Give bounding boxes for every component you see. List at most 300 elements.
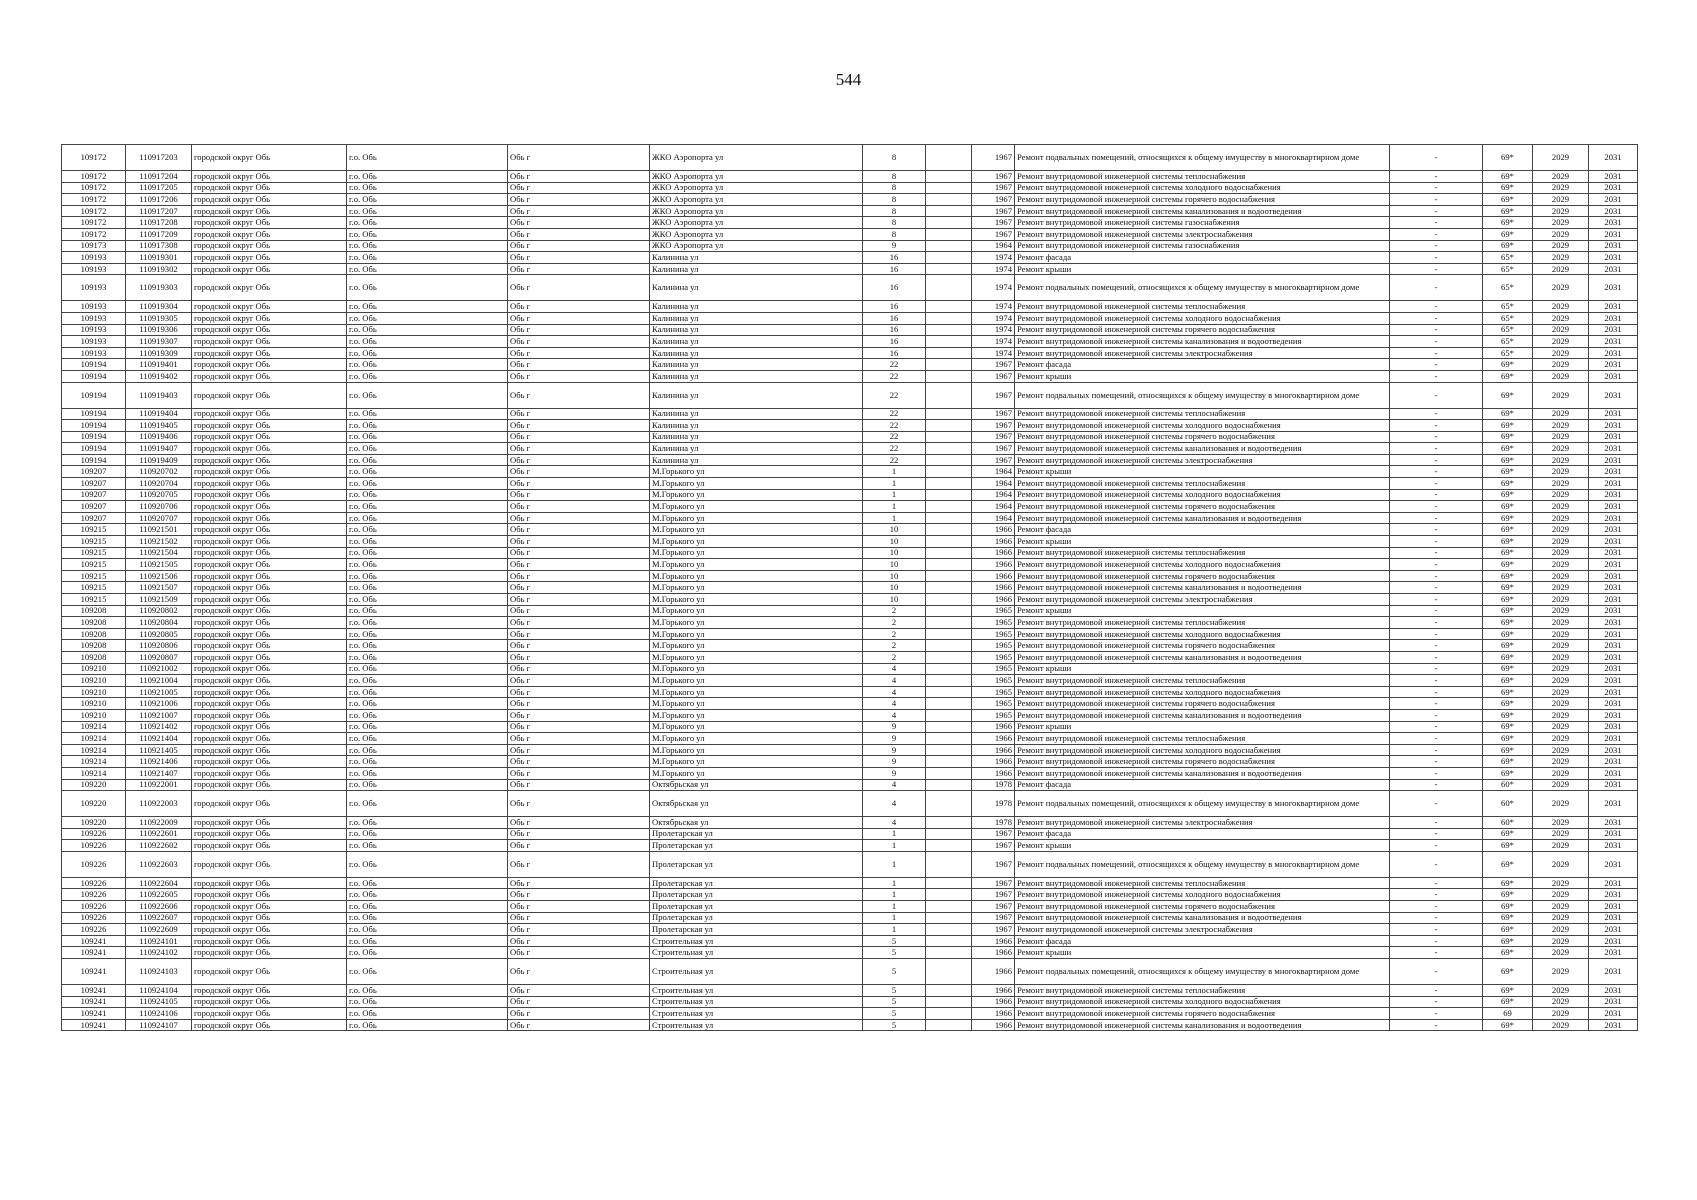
cell-locality: Обь г xyxy=(508,698,650,710)
cell-municipal-district: городской округ Обь xyxy=(192,877,347,889)
cell-work-id: 110919401 xyxy=(126,359,192,371)
cell-house-number: 1 xyxy=(863,466,926,478)
cell-end-year: 2031 xyxy=(1589,935,1638,947)
cell-work-id: 110920702 xyxy=(126,466,192,478)
cell-start-year: 2029 xyxy=(1533,431,1589,443)
cell-municipal-district: городской округ Обь xyxy=(192,1019,347,1031)
cell-street: М.Горького ул xyxy=(650,524,863,536)
cell-year-built: 1966 xyxy=(972,947,1015,959)
cell-work-type: Ремонт внутридомовой инженерной системы газоснабжения xyxy=(1015,240,1390,252)
cell-work-id: 110919301 xyxy=(126,252,192,264)
cell-municipal-district: городской округ Обь xyxy=(192,570,347,582)
cell-year-built: 1964 xyxy=(972,466,1015,478)
cell-end-year: 2031 xyxy=(1589,194,1638,206)
cell-house-id: 109215 xyxy=(62,524,126,536)
cell-wear-percent: 69* xyxy=(1483,721,1533,733)
cell-municipality: г.о. Обь xyxy=(347,663,508,675)
cell-municipality: г.о. Обь xyxy=(347,651,508,663)
cell-municipal-district: городской округ Обь xyxy=(192,935,347,947)
cell-year-built: 1965 xyxy=(972,675,1015,687)
cell-municipal-district: городской округ Обь xyxy=(192,194,347,206)
cell-wear-percent: 69* xyxy=(1483,828,1533,840)
cell-building xyxy=(926,594,972,606)
cell-end-year: 2031 xyxy=(1589,501,1638,513)
cell-locality: Обь г xyxy=(508,947,650,959)
cell-street: Строительная ул xyxy=(650,1019,863,1031)
cell-street: М.Горького ул xyxy=(650,617,863,629)
cell-locality: Обь г xyxy=(508,324,650,336)
cell-wear-percent: 69* xyxy=(1483,420,1533,432)
cell-house-number: 8 xyxy=(863,228,926,240)
cell-wear-percent: 69* xyxy=(1483,901,1533,913)
cell-wear-percent: 69* xyxy=(1483,947,1533,959)
cell-municipality: г.о. Обь xyxy=(347,851,508,877)
cell-locality: Обь г xyxy=(508,512,650,524)
cell-street: М.Горького ул xyxy=(650,512,863,524)
cell-wear-percent: 65* xyxy=(1483,336,1533,348)
cell-locality: Обь г xyxy=(508,686,650,698)
cell-spacer: - xyxy=(1390,817,1483,829)
cell-year-built: 1965 xyxy=(972,663,1015,675)
cell-building xyxy=(926,779,972,791)
cell-house-id: 109207 xyxy=(62,489,126,501)
cell-year-built: 1967 xyxy=(972,205,1015,217)
cell-house-number: 16 xyxy=(863,324,926,336)
cell-work-id: 110917207 xyxy=(126,205,192,217)
cell-work-type: Ремонт внутридомовой инженерной системы горячего водоснабжения xyxy=(1015,756,1390,768)
cell-locality: Обь г xyxy=(508,996,650,1008)
cell-work-id: 110921404 xyxy=(126,733,192,745)
cell-spacer: - xyxy=(1390,935,1483,947)
cell-street: Строительная ул xyxy=(650,1008,863,1020)
cell-locality: Обь г xyxy=(508,817,650,829)
cell-locality: Обь г xyxy=(508,756,650,768)
cell-work-type: Ремонт фасада xyxy=(1015,359,1390,371)
cell-municipal-district: городской округ Обь xyxy=(192,617,347,629)
cell-wear-percent: 65* xyxy=(1483,324,1533,336)
cell-wear-percent: 69* xyxy=(1483,594,1533,606)
cell-street: Октябрьская ул xyxy=(650,817,863,829)
table-row xyxy=(62,594,1638,606)
cell-wear-percent: 69* xyxy=(1483,370,1533,382)
cell-house-number: 10 xyxy=(863,524,926,536)
cell-locality: Обь г xyxy=(508,721,650,733)
cell-end-year: 2031 xyxy=(1589,547,1638,559)
cell-year-built: 1967 xyxy=(972,171,1015,183)
cell-locality: Обь г xyxy=(508,370,650,382)
cell-spacer: - xyxy=(1390,828,1483,840)
table-row xyxy=(62,767,1638,779)
cell-house-number: 4 xyxy=(863,663,926,675)
cell-municipal-district: городской округ Обь xyxy=(192,478,347,490)
cell-house-number: 5 xyxy=(863,996,926,1008)
cell-locality: Обь г xyxy=(508,431,650,443)
cell-end-year: 2031 xyxy=(1589,640,1638,652)
cell-municipality: г.о. Обь xyxy=(347,324,508,336)
cell-building xyxy=(926,791,972,817)
cell-spacer: - xyxy=(1390,301,1483,313)
cell-wear-percent: 69* xyxy=(1483,675,1533,687)
cell-house-id: 109208 xyxy=(62,605,126,617)
cell-house-id: 109214 xyxy=(62,721,126,733)
cell-work-type: Ремонт подвальных помещений, относящихся к общему имуществу в многоквартирном доме xyxy=(1015,959,1390,985)
table-row xyxy=(62,205,1638,217)
cell-end-year: 2031 xyxy=(1589,443,1638,455)
cell-work-type: Ремонт внутридомовой инженерной системы канализования и водоотведения xyxy=(1015,651,1390,663)
cell-municipal-district: городской округ Обь xyxy=(192,228,347,240)
cell-street: Пролетарская ул xyxy=(650,877,863,889)
cell-municipality: г.о. Обь xyxy=(347,582,508,594)
cell-building xyxy=(926,145,972,171)
cell-municipality: г.о. Обь xyxy=(347,959,508,985)
table-body xyxy=(62,145,1638,1031)
cell-wear-percent: 65* xyxy=(1483,301,1533,313)
cell-start-year: 2029 xyxy=(1533,985,1589,997)
cell-spacer: - xyxy=(1390,959,1483,985)
cell-end-year: 2031 xyxy=(1589,791,1638,817)
cell-spacer: - xyxy=(1390,145,1483,171)
cell-work-type: Ремонт внутридомовой инженерной системы теплоснабжения xyxy=(1015,877,1390,889)
cell-building xyxy=(926,582,972,594)
cell-spacer: - xyxy=(1390,947,1483,959)
cell-wear-percent: 69* xyxy=(1483,959,1533,985)
cell-start-year: 2029 xyxy=(1533,617,1589,629)
cell-municipality: г.о. Обь xyxy=(347,263,508,275)
cell-house-number: 22 xyxy=(863,359,926,371)
cell-house-number: 16 xyxy=(863,336,926,348)
cell-municipal-district: городской округ Обь xyxy=(192,382,347,408)
cell-start-year: 2029 xyxy=(1533,877,1589,889)
cell-house-number: 9 xyxy=(863,733,926,745)
cell-house-id: 109220 xyxy=(62,779,126,791)
cell-municipal-district: городской округ Обь xyxy=(192,791,347,817)
table-row xyxy=(62,675,1638,687)
cell-locality: Обь г xyxy=(508,877,650,889)
cell-locality: Обь г xyxy=(508,275,650,301)
cell-spacer: - xyxy=(1390,686,1483,698)
cell-end-year: 2031 xyxy=(1589,466,1638,478)
cell-wear-percent: 69* xyxy=(1483,547,1533,559)
cell-spacer: - xyxy=(1390,466,1483,478)
cell-work-id: 110922602 xyxy=(126,840,192,852)
cell-work-type: Ремонт внутридомовой инженерной системы канализования и водоотведения xyxy=(1015,709,1390,721)
cell-work-id: 110920802 xyxy=(126,605,192,617)
cell-house-number: 2 xyxy=(863,628,926,640)
cell-start-year: 2029 xyxy=(1533,651,1589,663)
capital-repair-table xyxy=(61,144,1638,1031)
cell-start-year: 2029 xyxy=(1533,828,1589,840)
cell-house-number: 1 xyxy=(863,478,926,490)
cell-work-id: 110922603 xyxy=(126,851,192,877)
cell-locality: Обь г xyxy=(508,217,650,229)
cell-wear-percent: 69* xyxy=(1483,996,1533,1008)
cell-house-number: 22 xyxy=(863,370,926,382)
cell-year-built: 1967 xyxy=(972,382,1015,408)
cell-building xyxy=(926,1008,972,1020)
cell-building xyxy=(926,478,972,490)
cell-house-id: 109226 xyxy=(62,924,126,936)
cell-wear-percent: 69* xyxy=(1483,501,1533,513)
cell-end-year: 2031 xyxy=(1589,252,1638,264)
cell-street: Пролетарская ул xyxy=(650,901,863,913)
cell-start-year: 2029 xyxy=(1533,370,1589,382)
table-row xyxy=(62,512,1638,524)
cell-end-year: 2031 xyxy=(1589,709,1638,721)
cell-municipality: г.о. Обь xyxy=(347,756,508,768)
cell-house-id: 109215 xyxy=(62,559,126,571)
cell-municipal-district: городской округ Обь xyxy=(192,408,347,420)
table-row xyxy=(62,828,1638,840)
cell-locality: Обь г xyxy=(508,663,650,675)
cell-work-id: 110920807 xyxy=(126,651,192,663)
cell-municipal-district: городской округ Обь xyxy=(192,605,347,617)
cell-work-id: 110917204 xyxy=(126,171,192,183)
cell-year-built: 1964 xyxy=(972,240,1015,252)
cell-wear-percent: 65* xyxy=(1483,312,1533,324)
cell-building xyxy=(926,466,972,478)
cell-building xyxy=(926,935,972,947)
cell-year-built: 1966 xyxy=(972,959,1015,985)
cell-house-id: 109241 xyxy=(62,959,126,985)
cell-start-year: 2029 xyxy=(1533,924,1589,936)
cell-municipal-district: городской округ Обь xyxy=(192,889,347,901)
table-row xyxy=(62,605,1638,617)
cell-spacer: - xyxy=(1390,628,1483,640)
cell-house-number: 9 xyxy=(863,756,926,768)
cell-spacer: - xyxy=(1390,275,1483,301)
cell-start-year: 2029 xyxy=(1533,443,1589,455)
cell-municipality: г.о. Обь xyxy=(347,194,508,206)
cell-house-id: 109210 xyxy=(62,675,126,687)
table-row xyxy=(62,420,1638,432)
cell-house-number: 1 xyxy=(863,901,926,913)
cell-spacer: - xyxy=(1390,312,1483,324)
cell-street: М.Горького ул xyxy=(650,582,863,594)
cell-work-id: 110922003 xyxy=(126,791,192,817)
cell-spacer: - xyxy=(1390,217,1483,229)
cell-municipality: г.о. Обь xyxy=(347,605,508,617)
cell-year-built: 1967 xyxy=(972,877,1015,889)
cell-spacer: - xyxy=(1390,617,1483,629)
cell-work-type: Ремонт подвальных помещений, относящихся к общему имуществу в многоквартирном доме xyxy=(1015,851,1390,877)
cell-start-year: 2029 xyxy=(1533,171,1589,183)
cell-house-id: 109241 xyxy=(62,1019,126,1031)
cell-work-type: Ремонт внутридомовой инженерной системы теплоснабжения xyxy=(1015,675,1390,687)
table-row xyxy=(62,252,1638,264)
cell-municipal-district: городской округ Обь xyxy=(192,1008,347,1020)
table-row xyxy=(62,443,1638,455)
cell-year-built: 1978 xyxy=(972,817,1015,829)
cell-year-built: 1966 xyxy=(972,1008,1015,1020)
cell-municipal-district: городской округ Обь xyxy=(192,828,347,840)
cell-work-type: Ремонт крыши xyxy=(1015,466,1390,478)
cell-house-number: 4 xyxy=(863,791,926,817)
cell-locality: Обь г xyxy=(508,935,650,947)
cell-house-number: 4 xyxy=(863,779,926,791)
cell-spacer: - xyxy=(1390,489,1483,501)
cell-street: ЖКО Аэропорта ул xyxy=(650,217,863,229)
cell-spacer: - xyxy=(1390,605,1483,617)
cell-house-id: 109193 xyxy=(62,312,126,324)
cell-work-type: Ремонт фасада xyxy=(1015,252,1390,264)
cell-house-id: 109194 xyxy=(62,431,126,443)
cell-year-built: 1967 xyxy=(972,370,1015,382)
cell-wear-percent: 69* xyxy=(1483,489,1533,501)
cell-municipal-district: городской округ Обь xyxy=(192,275,347,301)
cell-spacer: - xyxy=(1390,336,1483,348)
cell-work-type: Ремонт внутридомовой инженерной системы горячего водоснабжения xyxy=(1015,324,1390,336)
cell-street: Калинина ул xyxy=(650,382,863,408)
cell-end-year: 2031 xyxy=(1589,594,1638,606)
cell-start-year: 2029 xyxy=(1533,454,1589,466)
cell-house-id: 109194 xyxy=(62,370,126,382)
cell-year-built: 1967 xyxy=(972,359,1015,371)
cell-municipal-district: городской округ Обь xyxy=(192,912,347,924)
cell-municipality: г.о. Обь xyxy=(347,640,508,652)
cell-work-id: 110921406 xyxy=(126,756,192,768)
table-row xyxy=(62,408,1638,420)
cell-street: Калинина ул xyxy=(650,263,863,275)
cell-municipal-district: городской округ Обь xyxy=(192,263,347,275)
cell-work-type: Ремонт подвальных помещений, относящихся к общему имуществу в многоквартирном доме xyxy=(1015,145,1390,171)
table-row xyxy=(62,985,1638,997)
cell-house-id: 109207 xyxy=(62,512,126,524)
table-row xyxy=(62,171,1638,183)
cell-wear-percent: 69* xyxy=(1483,171,1533,183)
cell-work-id: 110917203 xyxy=(126,145,192,171)
cell-house-number: 1 xyxy=(863,924,926,936)
cell-street: М.Горького ул xyxy=(650,698,863,710)
cell-start-year: 2029 xyxy=(1533,275,1589,301)
cell-end-year: 2031 xyxy=(1589,985,1638,997)
cell-house-number: 22 xyxy=(863,431,926,443)
cell-work-type: Ремонт внутридомовой инженерной системы холодного водоснабжения xyxy=(1015,889,1390,901)
cell-wear-percent: 69* xyxy=(1483,663,1533,675)
cell-municipal-district: городской округ Обь xyxy=(192,779,347,791)
cell-municipal-district: городской округ Обь xyxy=(192,640,347,652)
cell-work-type: Ремонт внутридомовой инженерной системы горячего водоснабжения xyxy=(1015,640,1390,652)
cell-year-built: 1965 xyxy=(972,686,1015,698)
table-row xyxy=(62,640,1638,652)
cell-building xyxy=(926,501,972,513)
cell-start-year: 2029 xyxy=(1533,182,1589,194)
table-row xyxy=(62,791,1638,817)
cell-spacer: - xyxy=(1390,171,1483,183)
cell-end-year: 2031 xyxy=(1589,312,1638,324)
cell-work-type: Ремонт внутридомовой инженерной системы электроснабжения xyxy=(1015,454,1390,466)
cell-locality: Обь г xyxy=(508,228,650,240)
cell-municipal-district: городской округ Обь xyxy=(192,851,347,877)
cell-house-id: 109241 xyxy=(62,935,126,947)
cell-work-type: Ремонт подвальных помещений, относящихся к общему имуществу в многоквартирном доме xyxy=(1015,275,1390,301)
cell-work-id: 110922609 xyxy=(126,924,192,936)
cell-end-year: 2031 xyxy=(1589,478,1638,490)
cell-municipal-district: городской округ Обь xyxy=(192,536,347,548)
cell-municipality: г.о. Обь xyxy=(347,779,508,791)
cell-municipal-district: городской округ Обь xyxy=(192,651,347,663)
table-row xyxy=(62,466,1638,478)
cell-house-number: 2 xyxy=(863,605,926,617)
cell-work-id: 110919409 xyxy=(126,454,192,466)
cell-work-type: Ремонт внутридомовой инженерной системы электроснабжения xyxy=(1015,347,1390,359)
cell-street: М.Горького ул xyxy=(650,570,863,582)
cell-start-year: 2029 xyxy=(1533,640,1589,652)
cell-municipality: г.о. Обь xyxy=(347,791,508,817)
cell-end-year: 2031 xyxy=(1589,959,1638,985)
cell-municipality: г.о. Обь xyxy=(347,767,508,779)
cell-end-year: 2031 xyxy=(1589,524,1638,536)
cell-municipal-district: городской округ Обь xyxy=(192,370,347,382)
cell-house-number: 2 xyxy=(863,651,926,663)
cell-spacer: - xyxy=(1390,547,1483,559)
cell-start-year: 2029 xyxy=(1533,205,1589,217)
cell-house-id: 109194 xyxy=(62,408,126,420)
cell-wear-percent: 65* xyxy=(1483,263,1533,275)
cell-house-id: 109172 xyxy=(62,205,126,217)
cell-municipal-district: городской округ Обь xyxy=(192,721,347,733)
cell-wear-percent: 69* xyxy=(1483,698,1533,710)
cell-start-year: 2029 xyxy=(1533,756,1589,768)
cell-building xyxy=(926,228,972,240)
cell-spacer: - xyxy=(1390,559,1483,571)
cell-year-built: 1967 xyxy=(972,889,1015,901)
cell-building xyxy=(926,489,972,501)
cell-house-number: 10 xyxy=(863,547,926,559)
cell-locality: Обь г xyxy=(508,628,650,640)
cell-locality: Обь г xyxy=(508,605,650,617)
cell-start-year: 2029 xyxy=(1533,594,1589,606)
cell-building xyxy=(926,194,972,206)
cell-house-id: 109210 xyxy=(62,686,126,698)
cell-work-id: 110920707 xyxy=(126,512,192,524)
cell-year-built: 1964 xyxy=(972,478,1015,490)
cell-work-id: 110921402 xyxy=(126,721,192,733)
table-row xyxy=(62,779,1638,791)
cell-building xyxy=(926,205,972,217)
cell-work-id: 110921006 xyxy=(126,698,192,710)
table-row xyxy=(62,182,1638,194)
cell-work-id: 110919309 xyxy=(126,347,192,359)
cell-spacer: - xyxy=(1390,901,1483,913)
cell-work-type: Ремонт внутридомовой инженерной системы канализования и водоотведения xyxy=(1015,443,1390,455)
cell-work-type: Ремонт фасада xyxy=(1015,779,1390,791)
cell-municipality: г.о. Обь xyxy=(347,205,508,217)
table-row xyxy=(62,217,1638,229)
cell-house-number: 2 xyxy=(863,617,926,629)
cell-end-year: 2031 xyxy=(1589,851,1638,877)
cell-locality: Обь г xyxy=(508,582,650,594)
cell-house-number: 1 xyxy=(863,912,926,924)
table-row xyxy=(62,454,1638,466)
cell-work-id: 110920705 xyxy=(126,489,192,501)
cell-wear-percent: 69* xyxy=(1483,443,1533,455)
cell-end-year: 2031 xyxy=(1589,698,1638,710)
cell-street: ЖКО Аэропорта ул xyxy=(650,171,863,183)
cell-spacer: - xyxy=(1390,443,1483,455)
cell-wear-percent: 69* xyxy=(1483,617,1533,629)
cell-building xyxy=(926,840,972,852)
cell-work-id: 110921509 xyxy=(126,594,192,606)
cell-municipal-district: городской округ Обь xyxy=(192,947,347,959)
cell-house-id: 109210 xyxy=(62,709,126,721)
cell-year-built: 1966 xyxy=(972,570,1015,582)
cell-house-id: 109241 xyxy=(62,947,126,959)
cell-house-number: 9 xyxy=(863,240,926,252)
cell-house-id: 109172 xyxy=(62,182,126,194)
cell-spacer: - xyxy=(1390,570,1483,582)
cell-work-id: 110922605 xyxy=(126,889,192,901)
cell-municipality: г.о. Обь xyxy=(347,336,508,348)
